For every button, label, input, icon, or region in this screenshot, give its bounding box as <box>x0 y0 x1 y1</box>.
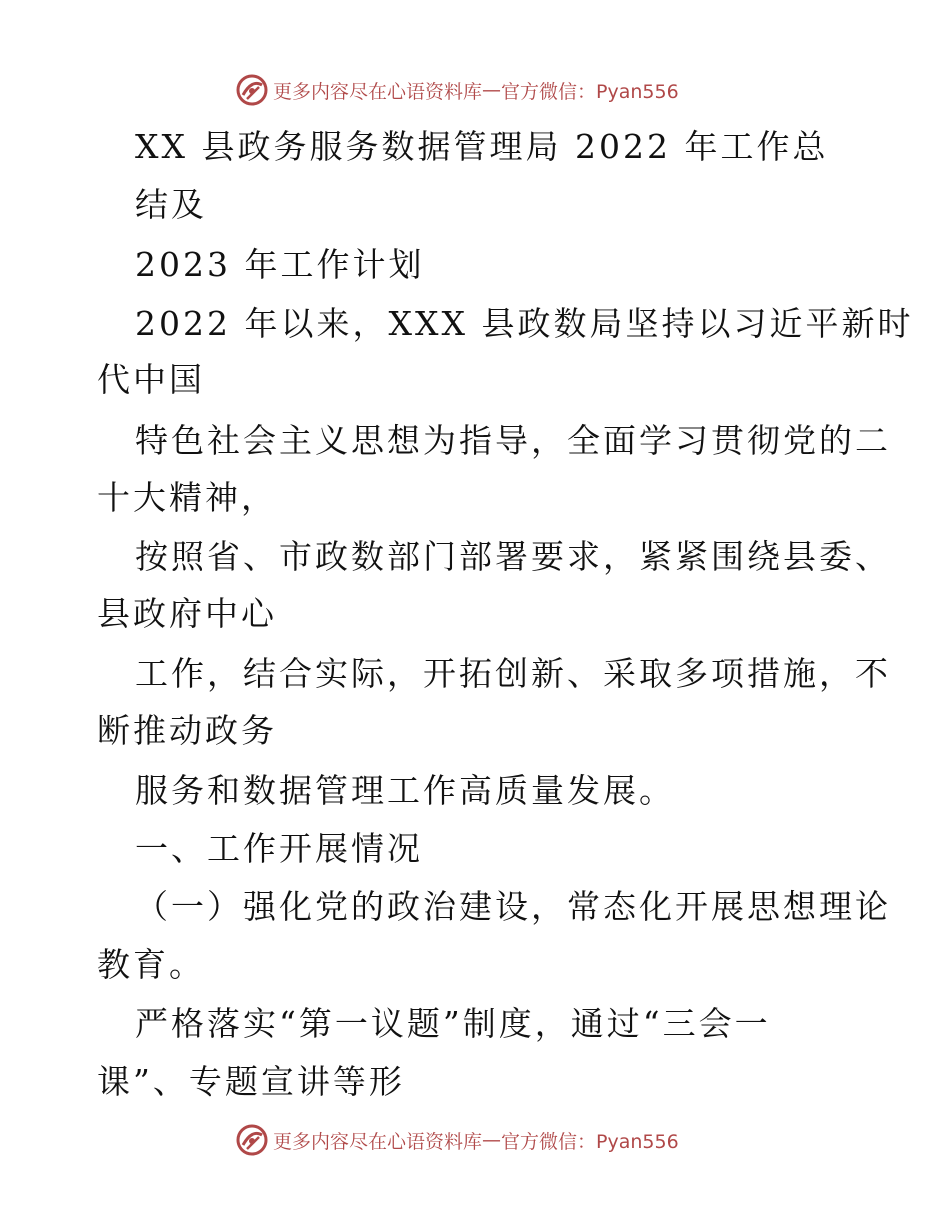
doc-line: 工作，结合实际，开拓创新、采取多项措施，不 <box>135 654 891 693</box>
watermark-logo-icon <box>235 73 269 107</box>
doc-line: 一、工作开展情况 <box>135 829 423 868</box>
watermark-text: 更多内容尽在心语资料库 <box>273 1130 483 1153</box>
doc-line: 代中国 <box>97 360 205 399</box>
doc-line: 课”、专题宣讲等形 <box>97 1062 405 1101</box>
doc-line: 服务和数据管理工作高质量发展。 <box>135 771 675 810</box>
doc-line: 结及 <box>135 185 207 224</box>
doc-line: 教育。 <box>97 945 205 984</box>
watermark-wechat: 官方微信：Pyan556 <box>501 1130 679 1153</box>
watermark-wechat: 官方微信：Pyan556 <box>501 80 679 103</box>
doc-line: 十大精神， <box>97 478 277 517</box>
doc-line: 特色社会主义思想为指导，全面学习贯彻党的二 <box>135 421 891 460</box>
watermark-logo-icon <box>235 1123 269 1157</box>
doc-line: 2022 年以来，XXX 县政数局坚持以习近平新时 <box>135 304 914 343</box>
doc-line: XX 县政务服务数据管理局 2022 年工作总 <box>135 127 829 166</box>
watermark-separator: — <box>482 79 502 101</box>
doc-line: （一）强化党的政治建设，常态化开展思想理论 <box>135 887 891 926</box>
watermark-separator: — <box>482 1129 502 1151</box>
doc-line: 县政府中心 <box>97 594 277 633</box>
doc-line: 断推动政务 <box>97 711 277 750</box>
doc-line: 严格落实“第一议题”制度，通过“三会一 <box>135 1004 771 1043</box>
watermark-footer <box>235 1120 679 1160</box>
watermark-header <box>235 70 679 110</box>
doc-line: 2023 年工作计划 <box>135 245 425 284</box>
watermark-text: 更多内容尽在心语资料库 <box>273 80 483 103</box>
doc-line: 按照省、市政数部门部署要求，紧紧围绕县委、 <box>135 537 891 576</box>
